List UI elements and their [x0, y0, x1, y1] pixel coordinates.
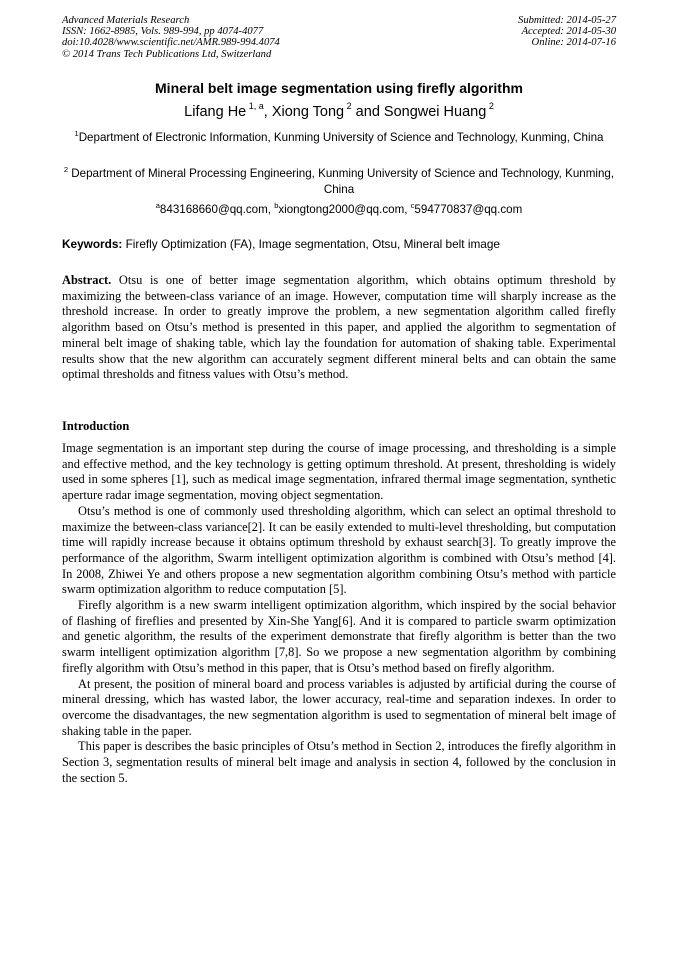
- affiliation-2: [62, 166, 616, 198]
- online-date: Online: 2014-07-16: [531, 37, 616, 49]
- journal-info: [62, 15, 280, 60]
- email-superscript: b: [274, 201, 279, 210]
- author-name: Lifang He: [184, 104, 247, 120]
- keywords-text: Firefly Optimization (FA), Image segmentation, Otsu, Mineral belt image: [122, 237, 500, 251]
- abstract: [62, 273, 616, 383]
- affiliation-superscript: 1: [74, 129, 79, 138]
- email-link: 594770837@qq.com: [414, 203, 523, 216]
- paragraph: Firefly algorithm is a new swarm intelligent optimization algorithm, which inspired by the social behavior of flashing of fireflies and presented by Xin-She Yang[6]. And it is compared to particle swarm optimization and genetic algorithm, the results of the experiment demonstrate that firefly algorithm is better than the two swarm intelligent optimization algorithm [7,8]. So we propose a new segmentation algorithm by combining firefly algorithm with Otsu’s method in this paper, that is Otsu’s method based on firefly algorithm.: [62, 598, 616, 675]
- affiliation-1: [62, 130, 616, 146]
- email-link: 843168660@qq.com,: [159, 203, 275, 216]
- publication-dates: [518, 15, 616, 49]
- email-link: xiongtong2000@qq.com,: [278, 203, 411, 216]
- keywords-label: Keywords:: [62, 237, 123, 251]
- journal-copyright: © 2014 Trans Tech Publications Ltd, Switzerland: [62, 48, 272, 60]
- submitted-date: Submitted: 2014-05-27: [518, 15, 616, 26]
- journal-doi: doi:10.4028/www.scientific.net/AMR.989-994.4074: [62, 37, 280, 49]
- journal-issn: ISSN: 1662-8985, Vols. 989-994, pp 4074-4077: [62, 26, 264, 38]
- section-heading: Introduction: [62, 419, 130, 433]
- email-superscript: a: [155, 201, 160, 210]
- author-list: [0, 101, 678, 120]
- paragraph: Image segmentation is an important step during the course of image processing, and thresholding is a simple and effective method, and the key technology is getting optimum threshold. At present, thresholding is widely used in some spheres [1], such as medical image segmentation, infrared thermal image segmentation, synthetic aperture radar image segmentation, moving object segmentation.: [62, 441, 616, 503]
- author-emails: [62, 202, 616, 218]
- journal-name: Advanced Materials Research: [62, 15, 190, 26]
- affiliation-superscript: 2: [63, 165, 69, 174]
- author-superscript: 2: [346, 101, 352, 111]
- keywords: [62, 237, 616, 251]
- author-name: Songwei Huang: [383, 104, 487, 120]
- author-superscript: 1, a: [248, 101, 264, 111]
- paragraph: This paper is describes the basic principles of Otsu’s method in Section 2, introduces the firefly algorithm in Section 3, segmentation results of mineral belt image and analysis in section 4, followed by the conclusion in the section 5.: [62, 739, 616, 785]
- email-superscript: c: [410, 201, 415, 210]
- paragraph: At present, the position of mineral board and process variables is adjusted by artificial during the course of mineral dressing, which has wasted labor, the lower accuracy, real-time and separation indexes. In order to overcome the disadvantages, the new segmentation algorithm is used to segmentation of mineral belt image of shaking table in the paper.: [62, 676, 616, 738]
- author-separator: ,: [263, 104, 272, 120]
- accepted-date: Accepted: 2014-05-30: [521, 26, 616, 38]
- abstract-label: Abstract.: [62, 273, 112, 287]
- author-separator: and: [351, 104, 384, 120]
- abstract-text: Otsu is one of better image segmentation algorithm, which obtains optimum threshold by maximizing the between-class variance of an image. However, computation time will sharply increase as the threshold increase. In order to greatly improve the problem, a new segmentation algorithm called firefly algorithm based on Otsu’s method is presented in this paper, and applied the algorithm to segmentation of mineral belt image of shaking table, which lay the foundation for automation of shaking table. Experimental results show that the new algorithm can accurately segment different mineral belts and can obtain the same optimal thresholds and fitness values with Otsu’s method.: [62, 273, 616, 382]
- paper-title: Mineral belt image segmentation using firefly algorithm: [155, 80, 523, 96]
- author-name: Xiong Tong: [271, 104, 345, 120]
- introduction-body: [62, 441, 616, 786]
- author-superscript: 2: [488, 101, 494, 111]
- affiliation-text: Department of Electronic Information, Kunming University of Science and Technology, Kunming, China: [78, 131, 604, 144]
- affiliation-text: Department of Mineral Processing Engineering, Kunming University of Science and Technology, Kunming, China: [68, 167, 615, 196]
- paragraph: Otsu’s method is one of commonly used thresholding algorithm, which can select an optimal threshold to maximize the between-class variance[2]. It can be easily extended to multi-level thresholding, but computation time will rapidly increase because it obtains optimum threshold by exhaust search[3]. To greatly improve the performance of the algorithm, Swarm intelligent optimization algorithm is combined with Otsu’s method [4]. In 2008, Zhiwei Ye and others propose a new segmentation algorithm combining Otsu’s method with particle swarm optimization algorithm to reduce computation [5].: [62, 503, 616, 597]
